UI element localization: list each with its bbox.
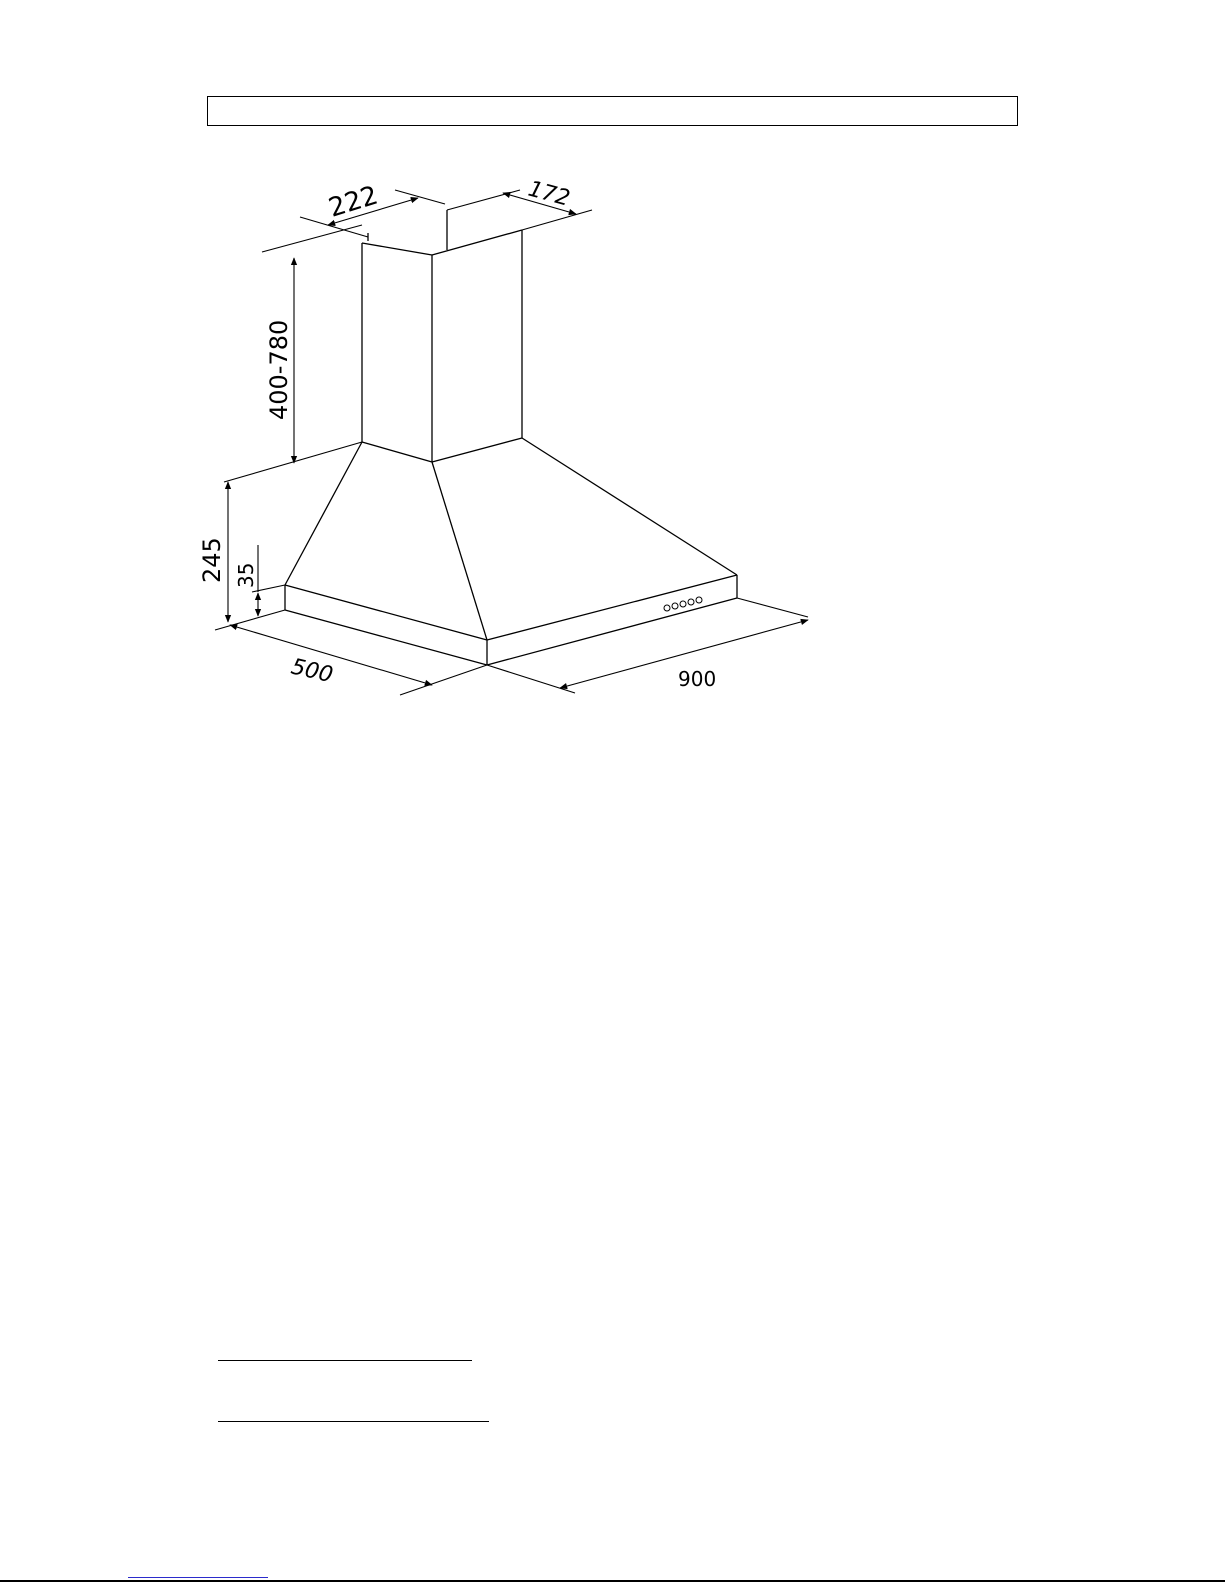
lip-top-front xyxy=(285,585,487,640)
label-hood-width: 900 xyxy=(678,667,717,691)
ext-bottom-right-b xyxy=(737,598,808,617)
label-chimney-width: 172 xyxy=(525,176,573,212)
ext-222-right xyxy=(395,190,445,204)
footnote-rule-2 xyxy=(218,1421,489,1422)
chimney-top-front xyxy=(362,243,432,255)
ext-172-right xyxy=(522,210,592,230)
chimney-bottom-front xyxy=(362,442,432,462)
hood-outline xyxy=(285,210,737,665)
ext-400-bottom xyxy=(224,442,362,482)
page-bottom-rule xyxy=(0,1580,1225,1582)
label-hood-depth: 500 xyxy=(288,654,336,689)
ext-bottom-corner xyxy=(400,665,487,695)
canopy-left-edge xyxy=(285,442,362,585)
ext-bottom-right-a xyxy=(487,665,575,693)
chimney-bottom-right xyxy=(432,438,522,462)
dimension-labels xyxy=(198,177,716,691)
footnote-rule-1 xyxy=(218,1360,472,1361)
label-chimney-height: 400-780 xyxy=(265,319,293,420)
dimension-lines xyxy=(215,190,808,695)
ext-172-left xyxy=(447,190,520,210)
chimney-top-right xyxy=(432,230,522,255)
label-hood-height: 245 xyxy=(198,537,226,583)
ext-400-top xyxy=(262,225,362,252)
canopy-right-edge xyxy=(522,438,737,575)
ext-bottom-left xyxy=(215,610,285,630)
label-lip-height: 35 xyxy=(234,562,258,588)
canopy-front-corner xyxy=(432,462,487,640)
label-chimney-depth: 222 xyxy=(325,180,382,224)
lip-bottom-front xyxy=(285,610,487,665)
link-underline xyxy=(128,1577,268,1578)
